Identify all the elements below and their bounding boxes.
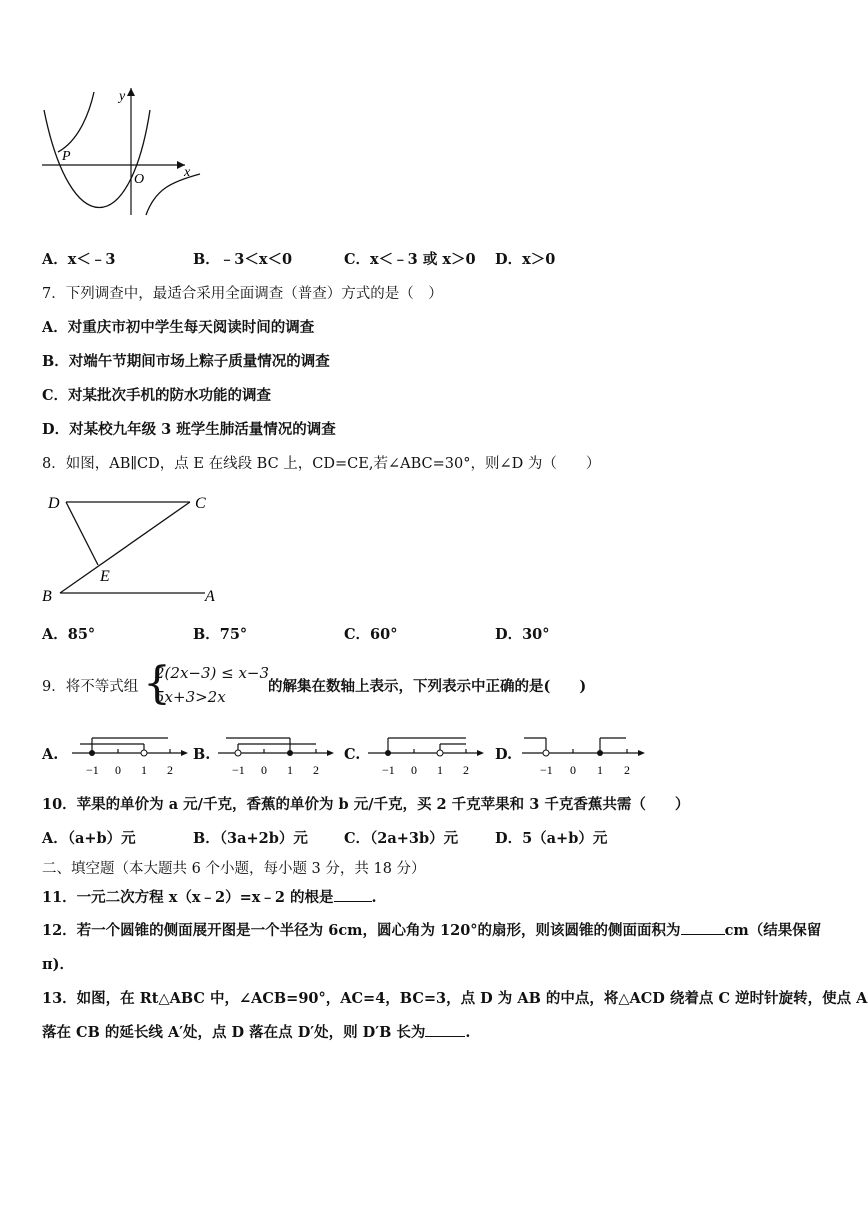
y-axis-label: y (119, 89, 126, 104)
section-2-heading: 二、填空题（本大题共 6 个小题，每小题 3 分，共 18 分） (42, 861, 426, 877)
q10-option-d: D．5（a+b）元 (495, 830, 608, 847)
geometry-figure-q8 (40, 485, 230, 610)
x-axis-label: x (184, 165, 191, 180)
q10-stem: 10．苹果的单价为 a 元/千克，香蕉的单价为 b 元/千克，买 2 千克苹果和 3 千克香蕉共需（ ） (42, 796, 690, 813)
q7-option-d: D．对某校九年级 3 班学生肺活量情况的调查 (42, 421, 336, 438)
number-line-c (366, 732, 486, 778)
q7-option-c: C．对某批次手机的防水功能的调查 (42, 387, 272, 404)
tick-label: −1 (232, 763, 245, 777)
q8-option-a: A．85° (42, 626, 96, 643)
tick-label: 1 (287, 763, 293, 777)
number-line-b (216, 732, 336, 778)
answer-blank (334, 901, 372, 902)
q13-line-2 (42, 1024, 470, 1042)
segment-de (66, 502, 98, 565)
q13-end: . (465, 1024, 471, 1041)
inequality-line-2: 5x+3>2x (155, 688, 226, 706)
number-line-a (70, 732, 190, 778)
q6-option-a: A．x＜﹣3 (42, 251, 116, 268)
q9-option-d-label: D. (495, 746, 513, 763)
inequality-system (143, 658, 270, 710)
q9-number: 9．将不等式组 (42, 679, 139, 695)
q11-end: . (371, 889, 377, 906)
q6-option-c: C．x＜﹣3 或 x＞0 (344, 251, 476, 268)
q9-option-b-label: B. (193, 746, 211, 763)
tick-label: 2 (463, 763, 469, 777)
q8-stem: 8．如图，AB∥CD，点 E 在线段 BC 上，CD=CE,若∠ABC=30°，则∠D 为（ ） (42, 456, 601, 472)
q10-option-b: B．（3a+2b）元 (193, 830, 308, 847)
tick-label: 2 (624, 763, 630, 777)
q9-option-a-label: A. (42, 746, 59, 763)
parabola-curve (44, 110, 150, 208)
q7-stem: 7．下列调查中，最适合采用全面调查（普查）方式的是（ ） (42, 286, 443, 302)
q11-line (42, 889, 377, 907)
tick-label: 2 (167, 763, 173, 777)
point-p-label: P (62, 149, 71, 164)
tick-label: 0 (115, 763, 121, 777)
label-c: C (195, 495, 206, 512)
tick-label: 1 (437, 763, 443, 777)
answer-blank (681, 934, 725, 935)
tick-label: 0 (411, 763, 417, 777)
tick-label: 0 (261, 763, 267, 777)
q10-option-a: A．（a+b）元 (42, 830, 136, 847)
tick-label: 1 (597, 763, 603, 777)
label-d: D (48, 495, 60, 512)
label-e: E (100, 568, 110, 585)
tick-label: −1 (382, 763, 395, 777)
label-b: B (42, 588, 52, 605)
q8-option-c: C．60° (344, 626, 398, 643)
hyperbola-upper-branch (58, 92, 94, 152)
q12-line-2: π)． (42, 956, 74, 973)
q10-option-c: C．（2a+3b）元 (344, 830, 459, 847)
tick-label: −1 (86, 763, 99, 777)
tick-label: −1 (540, 763, 553, 777)
y-axis-arrow-icon (127, 88, 135, 96)
inequality-line-1: 2(2x−3) ≤ x−3 (155, 664, 270, 682)
q6-option-b: B．﹣3＜x＜0 (193, 251, 293, 268)
q9-option-c-label: C. (344, 746, 361, 763)
q6-option-d: D．x＞0 (495, 251, 556, 268)
q13-line-1: 13．如图，在 Rt△ABC 中，∠ACB=90°，AC=4，BC=3，点 D 为 AB 的中点，将△ACD 绕着点 C 逆时针旋转，使点 A (42, 990, 868, 1007)
q13-text: 落在 CB 的延长线 A′处，点 D 落在点 D′处，则 D′B 长为 (42, 1024, 426, 1041)
q12-line-1 (42, 922, 821, 940)
q12-tail: cm（结果保留 (724, 922, 822, 939)
segment-cb (60, 502, 190, 593)
q7-option-b: B．对端午节期间市场上粽子质量情况的调查 (42, 353, 330, 370)
q11-stem: 11．一元二次方程 x（x﹣2）=x﹣2 的根是 (42, 889, 334, 906)
q7-option-a: A．对重庆市初中学生每天阅读时间的调查 (42, 319, 315, 336)
left-brace-icon: { (143, 658, 171, 709)
number-line-d (520, 732, 650, 778)
tick-label: 2 (313, 763, 319, 777)
function-graph-figure (30, 80, 210, 220)
tick-label: 1 (141, 763, 147, 777)
q8-option-d: D．30° (495, 626, 550, 643)
q9-tail: 的解集在数轴上表示，下列表示中正确的是( ) (268, 678, 587, 695)
tick-label: 0 (570, 763, 576, 777)
answer-blank (425, 1036, 465, 1037)
hyperbola-lower-branch (146, 174, 200, 215)
q12-stem: 12．若一个圆锥的侧面展开图是一个半径为 6cm，圆心角为 120°的扇形，则该圆锥的侧面面积为 (42, 922, 681, 939)
label-a: A (205, 588, 215, 605)
origin-label: O (134, 172, 145, 187)
q8-option-b: B．75° (193, 626, 248, 643)
